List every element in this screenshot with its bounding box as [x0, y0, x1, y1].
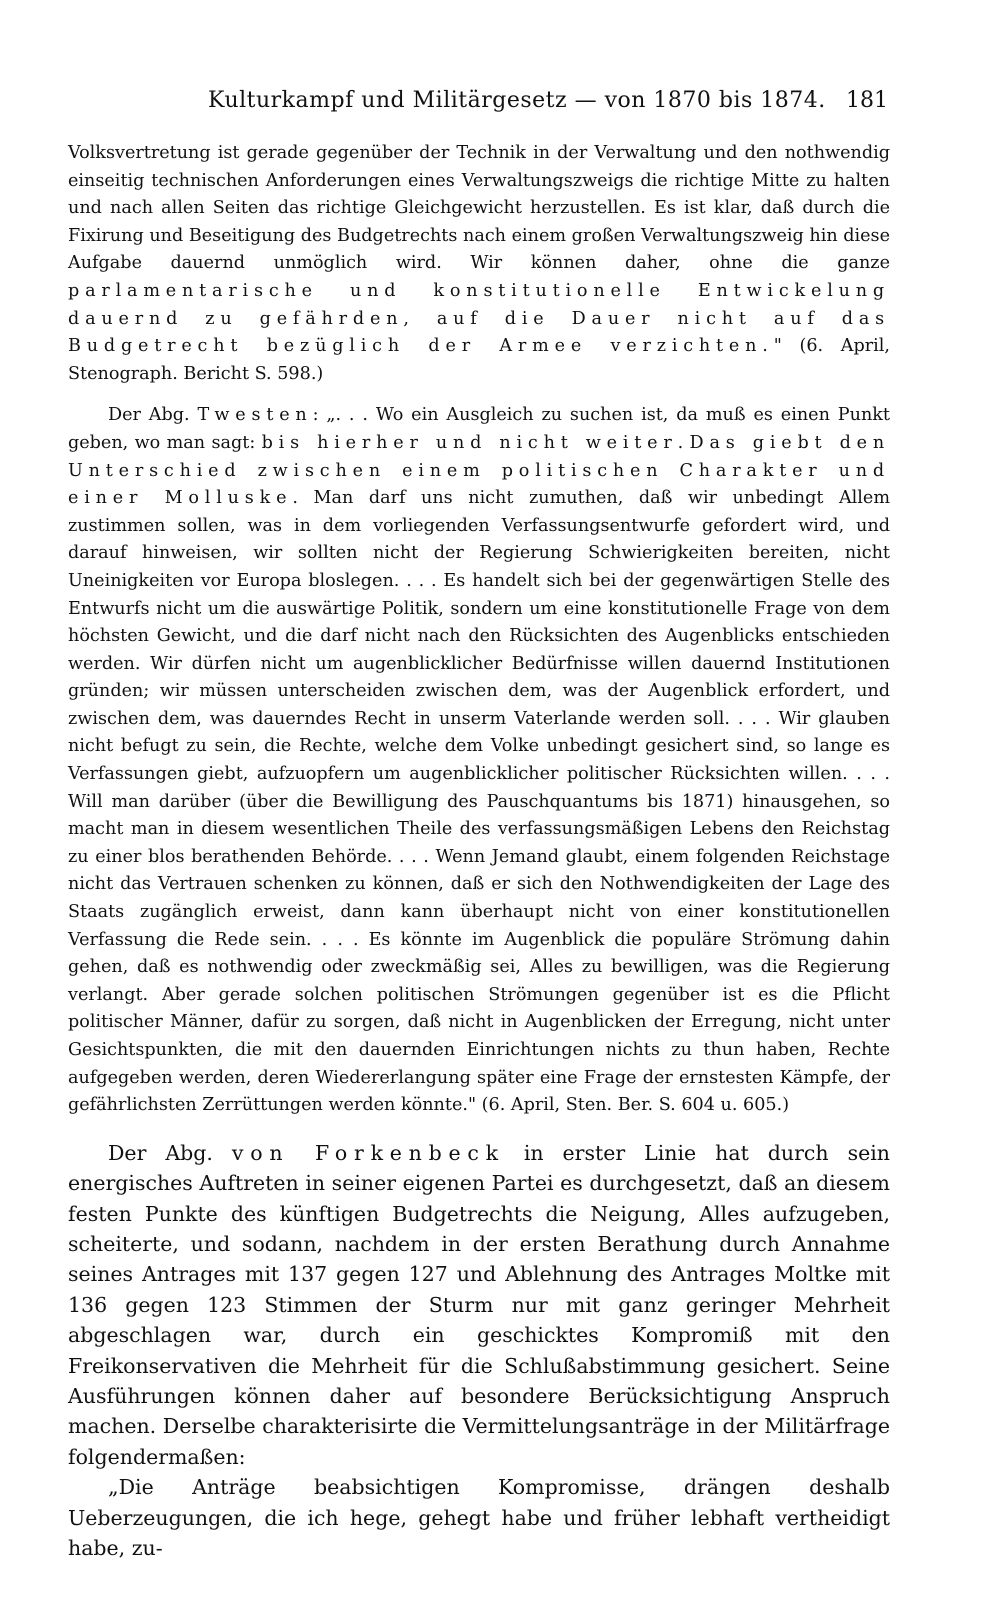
- paragraph-gap: [68, 388, 890, 402]
- quote-text: .: [677, 432, 690, 453]
- spaced-emphasis: parlamentarische und konstitutionelle Entwickelung dauernd zu gefährden, auf die Dauer nicht auf das Budgetrecht bezüglich der Armee verzichten.: [68, 280, 890, 357]
- body-text: Der Abg.: [108, 1140, 232, 1165]
- quote-text: " (6. April, Stenograph. Bericht S. 598.): [68, 336, 891, 384]
- quote-text: Volksvertretung ist gerade gegenüber der Technik in der Verwaltung und den nothwendig einseitig technischen Anforderungen eines Verwaltungszweigs die richtige Mitte zu halten und nach allen Seiten das richtige Gleichgewicht herzustellen. Es ist klar, daß durch die Fixirung und Beseitigung des Budgetrechts nach einem großen Verwaltungszweig hin diese Aufgabe dauernd unmöglich wird. Wir können daher, ohne die ganze: [68, 143, 890, 274]
- quote-paragraph-1: [68, 140, 890, 388]
- page-body: [68, 140, 890, 1563]
- running-title: Kulturkampf und Militärgesetz — von 1870 bis 1874.: [208, 88, 826, 113]
- speaker-name: von Forkenbeck: [231, 1140, 505, 1165]
- body-text: „Die Anträge beabsichtigen Kompromisse, drängen deshalb Ueberzeugungen, die ich hege, gehegt habe und früher lebhaft vertheidigt habe, zu-: [68, 1475, 890, 1561]
- body-paragraph-1: [68, 1138, 890, 1472]
- quote-text: Der Abg.: [108, 405, 198, 426]
- page-header: [68, 88, 888, 128]
- body-paragraph-2: [68, 1472, 890, 1563]
- page-number: 181: [846, 88, 888, 113]
- quote-text: : „. . . Wo ein Ausgleich zu suchen ist, da muß es einen Punkt geben, wo man sagt:: [68, 405, 891, 453]
- spaced-emphasis: bis hierher und nicht weiter: [261, 432, 678, 453]
- speaker-name: Twesten: [197, 405, 313, 426]
- quote-text: . Man darf uns nicht zumuthen, daß wir unbedingt Allem zustimmen sollen, was in dem vorliegenden Verfassungsentwurfe gefordert wird, und darauf hinweisen, wir sollten nicht der Regierung Schwierigkeiten bereiten, nicht Uneinigkeiten vor Europa bloslegen. . . . Es handelt sich bei der gegenwärtigen Stelle des Entwurfs nicht um die auswärtige Politik, sondern um eine konstitutionelle Frage von dem höchsten Gewicht, und die darf nicht nach den Rücksichten des Augenblicks entschieden werden. Wir dürfen nicht um augenblicklicher Bedürfnisse willen dauernd Institutionen gründen; wir müssen unterscheiden zwischen dem, was der Augenblick erfordert, und zwischen dem, was dauerndes Recht in unserm Vaterlande werden soll. . . . Wir glauben nicht befugt zu sein, die Rechte, welche dem Volke unbedingt gesichert sind, so lange es Verfassungen giebt, aufzuopfern um augenblicklicher politischer Rücksichten willen. . . . Will man darüber (über die Bewilligung des Pauschquantums bis 1871) hinausgehen, so macht man in diesem wesentlichen Theile des verfassungsmäßigen Lebens den Reichstag zu einer blos berathenden Behörde. . . . Wenn Jemand glaubt, einem folgenden Reichstage nicht das Vertrauen schenken zu können, daß er sich den Nothwendigkeiten der Lage des Staats zugänglich erweist, dann kann überhaupt nicht von einer konstitutionellen Verfassung die Rede sein. . . . Es könnte im Augenblick die populäre Strömung dahin gehen, daß es nothwendig oder zweckmäßig sei, Alles zu bewilligen, was die Regierung verlangt. Aber gerade solchen politischen Strömungen gegenüber ist es die Pflicht politischer Männer, dafür zu sorgen, daß nicht in Augenblicken der Erregung, nicht unter Gesichtspunkten, die mit den dauernden Einrichtungen nichts zu thun haben, Rechte aufgegeben werden, deren Wiedererlangung später eine Frage der ernstesten Kämpfe, der gefährlichsten Zerrüttungen werden könnte." (6. April, Sten. Ber. S. 604 u. 605.): [68, 488, 890, 1116]
- paragraph-gap: [68, 1120, 890, 1138]
- spaced-emphasis: Das giebt den Unterschied zwischen einem politischen Charakter und einer Molluske: [68, 432, 891, 509]
- quote-paragraph-2: [68, 402, 890, 1119]
- body-text: in erster Linie hat durch sein energisches Auftreten in seiner eigenen Partei es durchgesetzt, daß an diesem festen Punkte des künftigen Budgetrechts die Neigung, Alles aufzugeben, scheiterte, und sodann, nachdem in der ersten Berathung durch Annahme seines Antrages mit 137 gegen 127 und Ablehnung des Antrages Moltke mit 136 gegen 123 Stimmen der Sturm nur mit ganz geringer Mehrheit abgeschlagen war, durch ein geschicktes Kompromiß mit den Freikonservativen die Mehrheit für die Schlußabstimmung gesichert. Seine Ausführungen können daher auf besondere Berücksichtigung Anspruch machen. Derselbe charakterisirte die Vermittelungsanträge in der Militärfrage folgendermaßen:: [68, 1140, 890, 1469]
